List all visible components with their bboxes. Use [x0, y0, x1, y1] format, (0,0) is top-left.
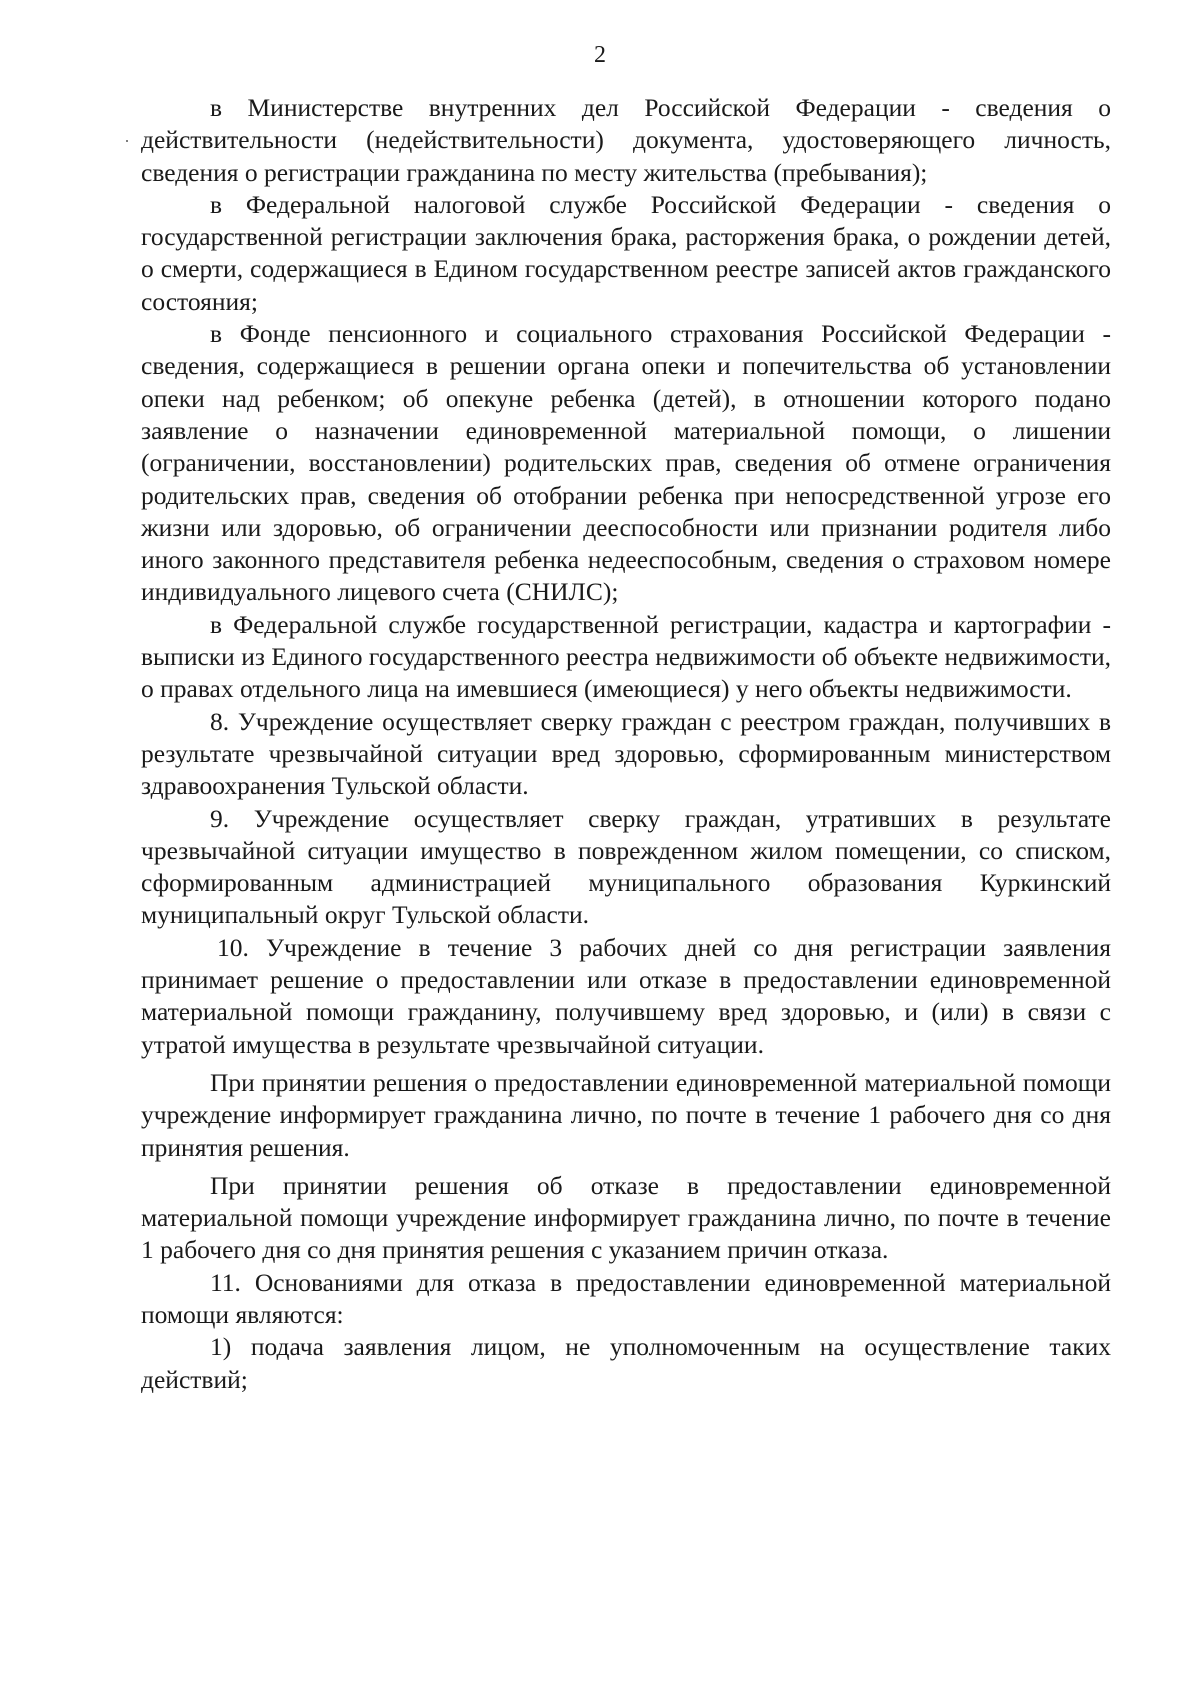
paragraph-rosreestr: в Федеральной службе государственной регистрации, кадастра и картографии - выписки из Единого государственного реестра недвижимости об объекте недвижимости, о правах отдельного лица на имевшиеся (имеющиеся) у него объекты недвижимости.: [141, 609, 1111, 704]
document-body: [141, 92, 1111, 1396]
page-number: 2: [594, 42, 606, 68]
paragraph-decision-grant: При принятии решения о предоставлении единовременной материальной помощи учреждение информирует гражданина лично, по почте в течение 1 рабочего дня со дня принятия решения.: [141, 1067, 1111, 1162]
paragraph-item-10: 10. Учреждение в течение 3 рабочих дней со дня регистрации заявления принимает решение о предоставлении или отказе в предоставлении единовременной материальной помощи гражданину, получившему вред здоровью, и (или) в связи с утратой имущества в результате чрезвычайной ситуации.: [141, 932, 1111, 1059]
paragraph-item-9: 9. Учреждение осуществляет сверку граждан, утративших в результате чрезвычайной ситуации имущество в поврежденном жилом помещении, со списком, сформированным администрацией муниципального образования Куркинский муниципальный округ Тульской области.: [141, 803, 1111, 930]
paragraph-sfr: в Фонде пенсионного и социального страхования Российской Федерации - сведения, содержащиеся в решении органа опеки и попечительства об установлении опеки над ребенком; об опекуне ребенка (детей), в отношении которого подано заявление о назначении единовременной материальной помощи, о лишении (ограничении, восстановлении) родительских прав, сведения об отмене ограничения родительских прав, сведения об отобрании ребенка при непосредственной угрозе его жизни или здоровью, об ограничении дееспособности или признании родителя либо иного законного представителя ребенка недееспособным, сведения о страховом номере индивидуального лицевого счета (СНИЛС);: [141, 319, 1111, 607]
paragraph-decision-refusal: При принятии решения об отказе в предоставлении единовременной материальной помощи учреждение информирует гражданина лично, по почте в течение 1 рабочего дня со дня принятия решения с указанием причин отказа.: [141, 1170, 1111, 1265]
paragraph-fns: в Федеральной налоговой службе Российской Федерации - сведения о государственной регистрации заключения брака, расторжения брака, о рождении детей, о смерти, содержащиеся в Едином государственном реестре записей актов гражданского состояния;: [141, 189, 1111, 316]
margin-speck: [126, 140, 128, 142]
paragraph-item-11-1: 1) подача заявления лицом, не уполномоченным на осуществление таких действий;: [141, 1332, 1111, 1394]
paragraph-item-8: 8. Учреждение осуществляет сверку граждан с реестром граждан, получивших в результате чрезвычайной ситуации вред здоровью, сформированным министерством здравоохранения Тульской области.: [141, 706, 1111, 801]
paragraph-mvd: в Министерстве внутренних дел Российской Федерации - сведения о действительности (недействительности) документа, удостоверяющего личность, сведения о регистрации гражданина по месту жительства (пребывания);: [141, 93, 1111, 187]
paragraph-item-11: 11. Основаниями для отказа в предоставлении единовременной материальной помощи являются:: [141, 1267, 1111, 1329]
